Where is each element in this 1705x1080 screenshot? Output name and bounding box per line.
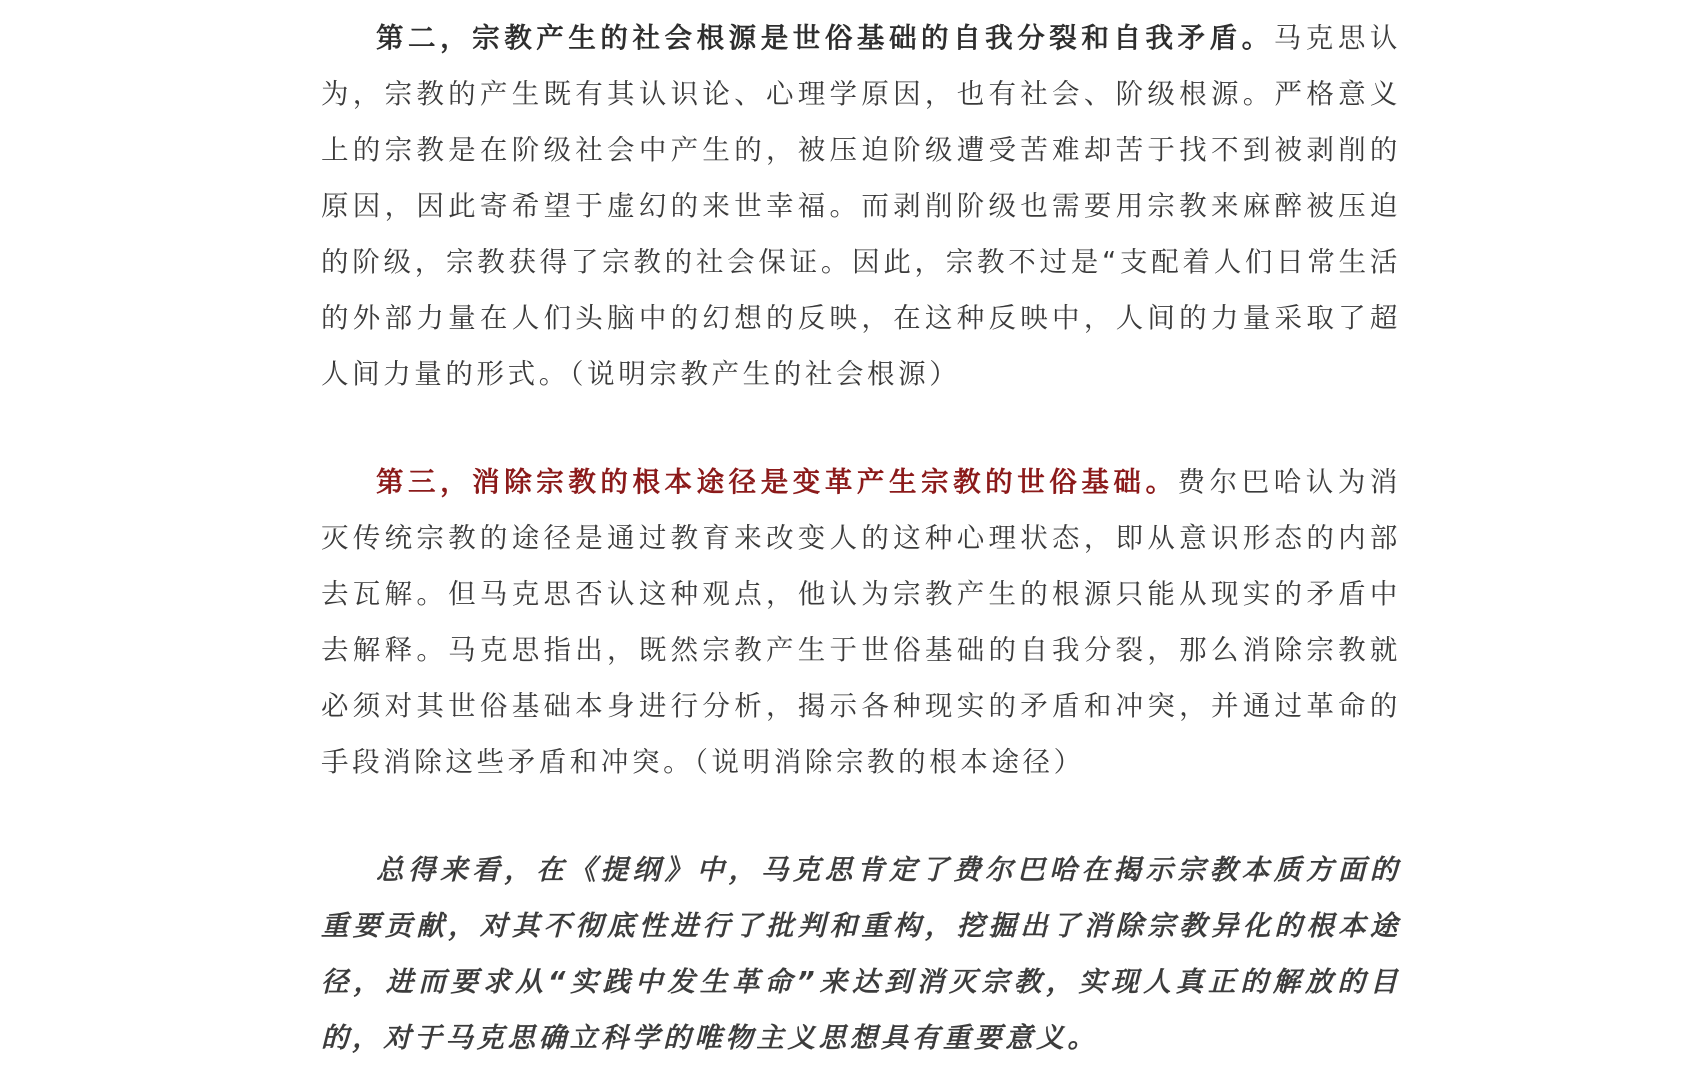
paragraph-lead-heading-highlighted: 第三，消除宗教的根本途径是变革产生宗教的世俗基础。: [376, 466, 1178, 498]
paragraph-summary: [321, 842, 1401, 1066]
summary-text: 总得来看，在《提纲》中，马克思肯定了费尔巴哈在揭示宗教本质方面的重要贡献，对其不彻底性进行了批判和重构，挖掘出了消除宗教异化的根本途径，进而要求从“实践中发生革命”来达到消灭宗教，实现人真正的解放的目的，对于马克思确立科学的唯物主义思想具有重要意义。: [321, 854, 1401, 1054]
paragraph-social-roots: [321, 10, 1401, 402]
paragraph-lead-heading: 第二，宗教产生的社会根源是世俗基础的自我分裂和自我矛盾。: [376, 22, 1274, 54]
paragraph-body-text: 费尔巴哈认为消灭传统宗教的途径是通过教育来改变人的这种心理状态，即从意识形态的内部去瓦解。但马克思否认这种观点，他认为宗教产生的根源只能从现实的矛盾中去解释。马克思指出，既然宗教产生于世俗基础的自我分裂，那么消除宗教就必须对其世俗基础本身进行分析，揭示各种现实的矛盾和冲突，并通过革命的手段消除这些矛盾和冲突。（说明消除宗教的根本途径）: [321, 466, 1401, 778]
paragraph-elimination-path: [321, 454, 1401, 790]
article-body: [321, 10, 1401, 1066]
paragraph-body-text: 马克思认为，宗教的产生既有其认识论、心理学原因，也有社会、阶级根源。严格意义上的宗教是在阶级社会中产生的，被压迫阶级遭受苦难却苦于找不到被剥削的原因，因此寄希望于虚幻的来世幸福。而剥削阶级也需要用宗教来麻醉被压迫的阶级，宗教获得了宗教的社会保证。因此，宗教不过是“支配着人们日常生活的外部力量在人们头脑中的幻想的反映，在这种反映中，人间的力量采取了超人间力量的形式。（说明宗教产生的社会根源）: [321, 22, 1401, 390]
